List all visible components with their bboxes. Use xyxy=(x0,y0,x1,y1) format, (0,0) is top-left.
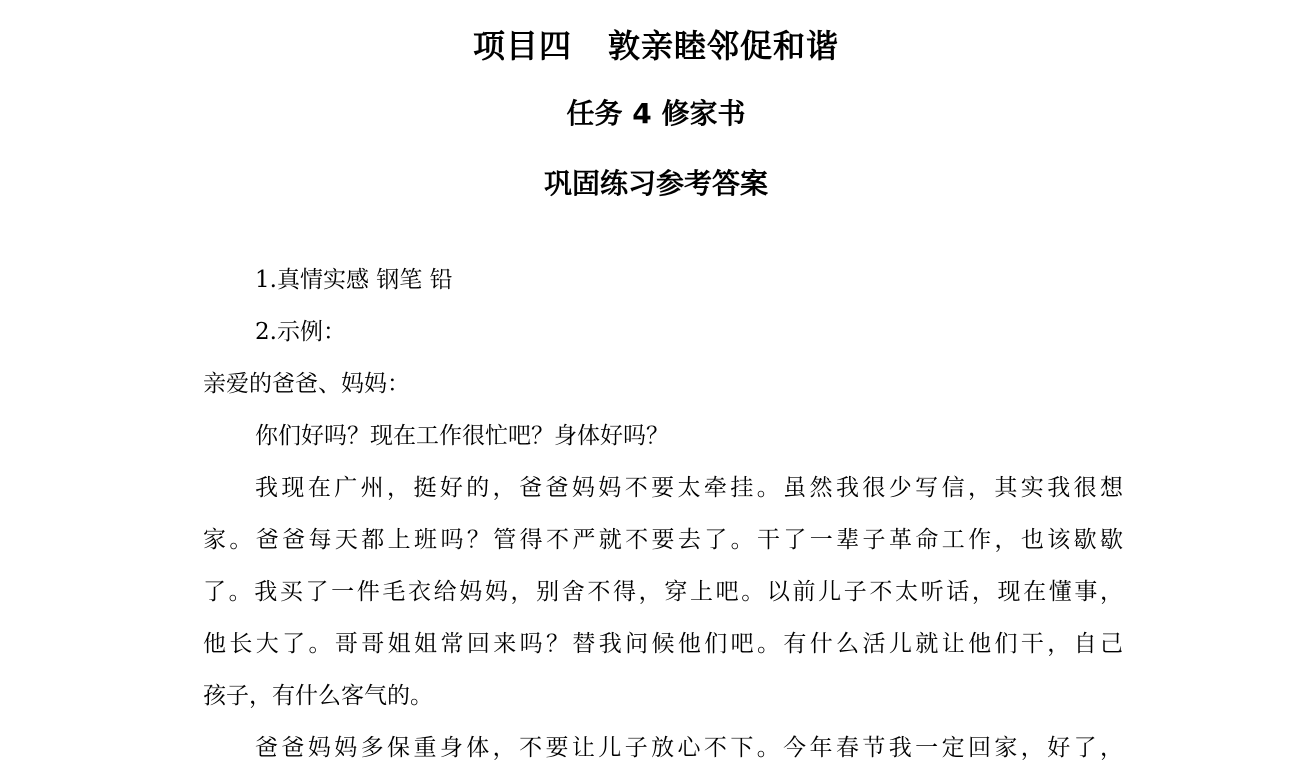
project-title xyxy=(0,22,1312,70)
letter-line: 家。爸爸每天都上班吗？管得不严就不要去了。干了一辈子革命工作，也该歇歇 xyxy=(203,527,1123,553)
letter-line: 了。我买了一件毛衣给妈妈，别舍不得，穿上吧。以前儿子不太听话，现在懂事， xyxy=(203,579,1123,605)
letter-line: 他长大了。哥哥姐姐常回来吗？替我问候他们吧。有什么活儿就让他们干，自己 xyxy=(203,631,1123,657)
letter-line: 爸爸妈妈多保重身体，不要让儿子放心不下。今年春节我一定回家，好了， xyxy=(255,735,1123,761)
project-number: 项目四 xyxy=(472,27,572,65)
task-title: 任务 4 修家书 xyxy=(566,97,746,130)
letter-salutation: 亲爱的爸爸、妈妈： xyxy=(203,371,410,397)
section-title: 巩固练习参考答案 xyxy=(543,167,768,200)
answer-2: 2.示例： xyxy=(255,319,346,345)
answer-1: 1.真情实感 钢笔 铅 xyxy=(255,267,453,293)
letter-line: 孩子，有什么客气的。 xyxy=(203,683,433,709)
letter-line: 我现在广州，挺好的，爸爸妈妈不要太牵挂。虽然我很少写信，其实我很想 xyxy=(255,475,1123,501)
letter-line: 你们好吗？现在工作很忙吧？身体好吗？ xyxy=(255,423,669,449)
project-name: 敦亲睦邻促和谐 xyxy=(608,27,840,65)
